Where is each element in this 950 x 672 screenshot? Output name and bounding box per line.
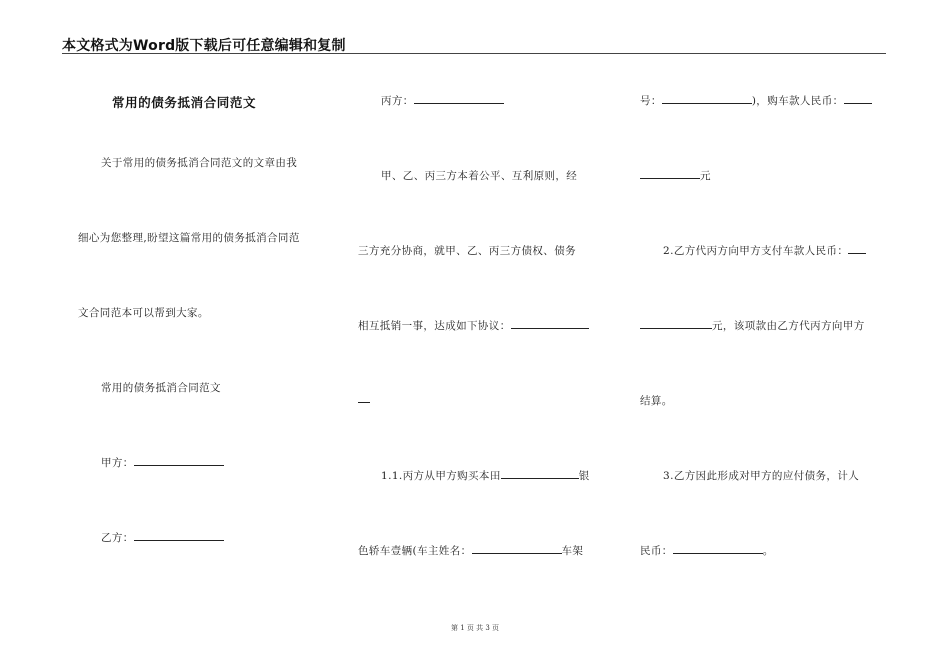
clause-2-blank-cont	[640, 319, 712, 329]
clause-1-line-2	[358, 543, 583, 558]
party-b-line	[101, 530, 224, 545]
party-a-label: 甲方：	[101, 457, 134, 469]
clause-3-label: 民币：	[640, 545, 673, 557]
frame-number-blank	[662, 94, 752, 104]
clause-3-blank	[673, 544, 763, 554]
clause-2-line-2	[640, 318, 865, 333]
owner-name-blank	[472, 544, 562, 554]
agreement-line-2: 三方充分协商，就甲、乙、丙三方债权、债务	[358, 245, 576, 257]
car-model-blank	[501, 469, 579, 479]
clause-1-text-c: 色轿车壹辆(车主姓名：	[358, 545, 472, 557]
frame-number-label: 号：	[640, 95, 662, 107]
agreement-line-4	[358, 393, 370, 406]
header-divider	[62, 53, 886, 54]
party-a-line	[101, 455, 224, 470]
party-a-blank	[134, 456, 224, 466]
party-c-line	[381, 93, 504, 108]
clause-1-line-1	[381, 468, 590, 483]
price-label: )，购车款人民币：	[751, 95, 844, 107]
clause-1-text-d: 车架	[561, 545, 584, 557]
party-b-blank	[134, 531, 224, 541]
agreement-blank-2	[358, 393, 370, 403]
agreement-line-3-text: 相互抵销一事，达成如下协议：	[358, 320, 511, 332]
clause-1-line-4	[640, 168, 711, 183]
clause-2-line-1	[663, 243, 866, 258]
clause-3-line-2	[640, 543, 774, 558]
clause-3-line-1: 3.乙方因此形成对甲方的应付债务，计人	[663, 470, 860, 482]
document-header: 本文格式为Word版下载后可任意编辑和复制	[62, 38, 346, 54]
price-blank	[844, 94, 872, 104]
document-title: 常用的债务抵消合同范文	[112, 95, 257, 110]
clause-1-text-b: 银	[578, 470, 590, 482]
agreement-blank-1	[511, 319, 589, 329]
price-blank-cont	[640, 169, 700, 179]
party-c-label: 丙方：	[381, 95, 414, 107]
intro-line-1: 关于常用的债务抵消合同范文的文章由我	[101, 157, 298, 169]
intro-line-2: 细心为您整理,盼望这篇常用的债务抵消合同范	[78, 232, 300, 244]
party-c-blank	[414, 94, 504, 104]
clause-2-text: 2.乙方代丙方向甲方支付车款人民币：	[663, 245, 849, 257]
page-number: 第 1 页 共 3 页	[450, 624, 500, 632]
contract-heading: 常用的债务抵消合同范文	[101, 382, 221, 394]
intro-line-3: 文合同范本可以帮到大家。	[78, 307, 209, 319]
clause-1-line-3	[640, 93, 872, 108]
agreement-line-3	[358, 318, 589, 333]
clause-2-line-3: 结算。	[640, 395, 673, 407]
clause-2-text-b: 元，该项款由乙方代丙方向甲方	[712, 320, 865, 332]
agreement-line-1: 甲、乙、丙三方本着公平、互利原则，经	[381, 170, 578, 182]
clause-1-text-a: 1.1.丙方从甲方购买本田	[381, 470, 501, 482]
yuan-unit: 元	[700, 170, 711, 182]
party-b-label: 乙方：	[101, 532, 134, 544]
clause-2-blank	[848, 244, 866, 254]
clause-3-end: 。	[762, 545, 774, 557]
